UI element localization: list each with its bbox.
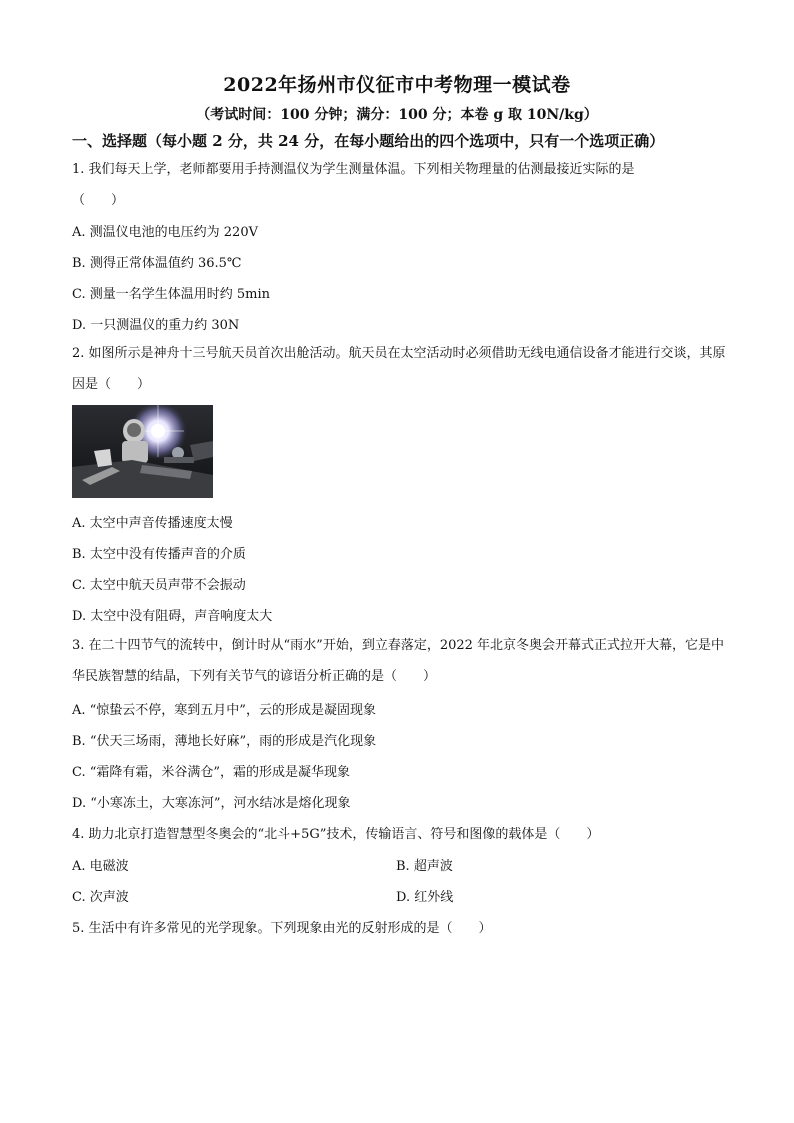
q4-option-c: C. 次声波 bbox=[72, 890, 129, 905]
q1-blank: （ ） bbox=[72, 193, 125, 208]
q4-option-b: B. 超声波 bbox=[396, 859, 453, 874]
q3-option-a: A. “惊蛰云不停，寒到五月中”，云的形成是凝固现象 bbox=[72, 703, 376, 718]
q2-option-b: B. 太空中没有传播声音的介质 bbox=[72, 547, 246, 562]
exam-title: 2022年扬州市仪征市中考物理一模试卷 bbox=[223, 74, 571, 96]
exam-subtitle: （考试时间：100 分钟；满分：100 分；本卷 g 取 10N/kg） bbox=[196, 107, 598, 123]
q3-option-d: D. “小寒冻土，大寒冻河”，河水结冰是熔化现象 bbox=[72, 796, 351, 811]
q1-option-b: B. 测得正常体温值约 36.5℃ bbox=[72, 256, 242, 271]
q1-option-a: A. 测温仪电池的电压约为 220V bbox=[72, 225, 258, 240]
q3-option-c: C. “霜降有霜，米谷满仓”，霜的形成是凝华现象 bbox=[72, 765, 351, 780]
astronaut-spacewalk-photo bbox=[72, 405, 213, 498]
q2-option-c: C. 太空中航天员声带不会振动 bbox=[72, 578, 246, 593]
section-heading-choice: 一、选择题（每小题 2 分，共 24 分，在每小题给出的四个选项中，只有一个选项正确） bbox=[72, 132, 665, 150]
q4-option-a: A. 电磁波 bbox=[72, 859, 129, 874]
q2-stem: 2. 如图所示是神舟十三号航天员首次出舱活动。航天员在太空活动时必须借助无线电通信设备才能进行交谈，其原因是（ ） bbox=[72, 346, 726, 392]
q1-option-d: D. 一只测温仪的重力约 30N bbox=[72, 318, 240, 333]
q4-stem: 4. 助力北京打造智慧型冬奥会的“北斗+5G”技术，传输语言、符号和图像的载体是（ ） bbox=[72, 827, 600, 842]
q3-stem: 3. 在二十四节气的流转中，倒计时从“雨水”开始，到立春落定，2022 年北京冬奥会开幕式正式拉开大幕，它是中华民族智慧的结晶，下列有关节气的谚语分析正确的是（ ） bbox=[72, 638, 725, 684]
q4-option-d: D. 红外线 bbox=[396, 890, 454, 905]
q2-option-a: A. 太空中声音传播速度太慢 bbox=[72, 516, 233, 531]
q3-option-b: B. “伏天三场雨，薄地长好麻”，雨的形成是汽化现象 bbox=[72, 734, 377, 749]
q2-option-d: D. 太空中没有阻碍，声音响度太大 bbox=[72, 609, 273, 624]
q1-stem: 1. 我们每天上学，老师都要用手持测温仪为学生测量体温。下列相关物理量的估测最接近实际的是 bbox=[72, 162, 635, 177]
q5-stem: 5. 生活中有许多常见的光学现象。下列现象由光的反射形成的是（ ） bbox=[72, 921, 492, 936]
astronaut-photo-graphic bbox=[72, 405, 213, 498]
q1-option-c: C. 测量一名学生体温用时约 5min bbox=[72, 287, 271, 302]
